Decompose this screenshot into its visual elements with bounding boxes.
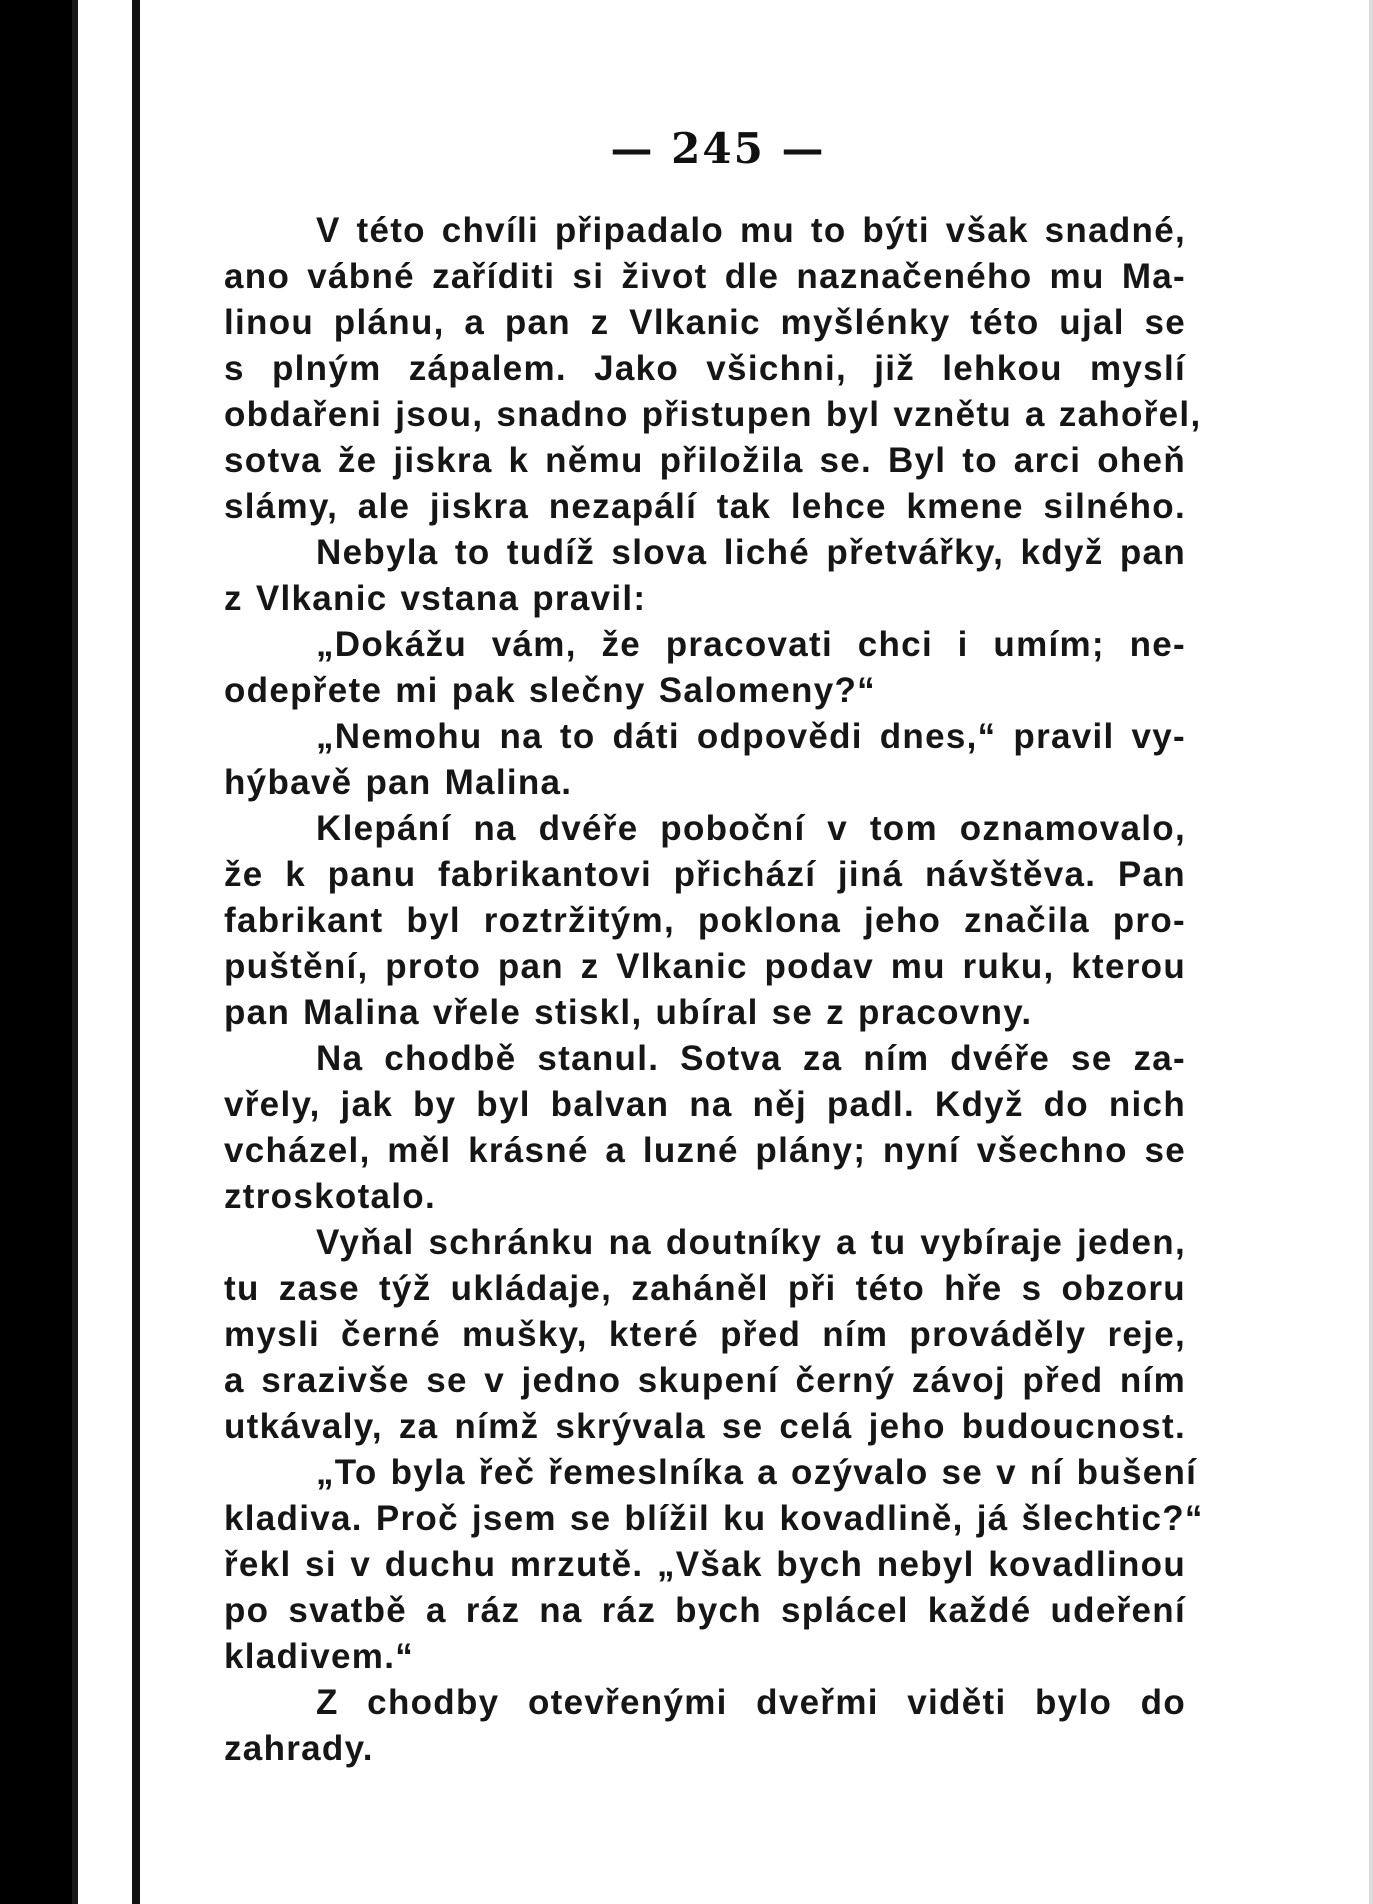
text-line: odepřete mi pak slečny Salomeny?“ <box>224 671 876 710</box>
text-line: že k panu fabrikantovi přichází jiná návštěva. Pan <box>224 855 1186 894</box>
text-line: Vyňal schránku na doutníky a tu vybíraje jeden, <box>316 1223 1186 1262</box>
text-line: pan Malina vřele stiskl, ubíral se z pracovny. <box>224 993 1033 1032</box>
text-line: mysli černé mušky, které před ním prováděly reje, <box>224 1315 1186 1354</box>
text-line: vřely, jak by byl balvan na něj padl. Když do nich <box>224 1085 1186 1124</box>
text-line: Klepání na dvéře poboční v tom oznamovalo, <box>316 809 1186 848</box>
gutter-shadow <box>132 0 140 1904</box>
text-line: sotva že jiskra k němu přiložila se. Byl to arci oheň <box>224 441 1186 480</box>
text-line: „Dokážu vám, že pracovati chci i umím; ne- <box>316 625 1186 664</box>
text-line: vcházel, měl krásné a luzné plány; nyní všechno se <box>224 1131 1186 1170</box>
text-line: „To byla řeč řemeslníka a ozývalo se v ní bušení <box>316 1453 1198 1492</box>
text-line: z Vlkanic vstana pravil: <box>224 579 647 618</box>
text-line: V této chvíli připadalo mu to býti však snadné, <box>316 211 1186 250</box>
book-page <box>72 0 1373 1904</box>
text-line: utkávaly, za nímž skrývala se celá jeho budoucnost. <box>224 1407 1186 1446</box>
text-line: Z chodby otevřenými dveřmi viděti bylo do <box>316 1683 1186 1722</box>
text-line: fabrikant byl roztržitým, poklona jeho značila pro- <box>224 901 1186 940</box>
text-line: a srazivše se v jedno skupení černý závoj před ním <box>224 1361 1186 1400</box>
text-line: ztroskotalo. <box>224 1177 437 1216</box>
text-line: hýbavě pan Malina. <box>224 763 573 802</box>
text-line: po svatbě a ráz na ráz bych splácel každé udeření <box>224 1591 1186 1630</box>
text-line: slámy, ale jiskra nezapálí tak lehce kmene silného. <box>224 487 1186 526</box>
text-line: řekl si v duchu mrzutě. „Však bych nebyl kovadlinou <box>224 1545 1186 1584</box>
text-line: kladivem.“ <box>224 1637 415 1676</box>
text-line: s plným zápalem. Jako všichni, již lehkou myslí <box>224 349 1186 388</box>
text-line: ano vábné zaříditi si život dle naznačeného mu Ma- <box>224 257 1186 296</box>
text-line: linou plánu, a pan z Vlkanic myšlénky této ujal se <box>224 303 1186 342</box>
text-line: kladiva. Proč jsem se blížil ku kovadlině, já šlechtic?“ <box>224 1499 1204 1538</box>
text-line: zahrady. <box>224 1729 374 1768</box>
page-number: — 245 — <box>610 124 826 173</box>
body-text <box>224 208 1204 1772</box>
page-edge <box>1369 0 1373 1904</box>
text-line: tu zase týž ukládaje, zaháněl při této hře s obzoru <box>224 1269 1186 1308</box>
text-line: puštění, proto pan z Vlkanic podav mu ruku, kterou <box>224 947 1186 986</box>
text-line: „Nemohu na to dáti odpovědi dnes,“ pravil vy- <box>316 717 1186 756</box>
text-line: Na chodbě stanul. Sotva za ním dvéře se za- <box>316 1039 1186 1078</box>
text-line: Nebyla to tudíž slova liché přetvářky, když pan <box>316 533 1186 572</box>
text-line: obdařeni jsou, snadno přistupen byl vznětu a zahořel, <box>224 395 1202 434</box>
